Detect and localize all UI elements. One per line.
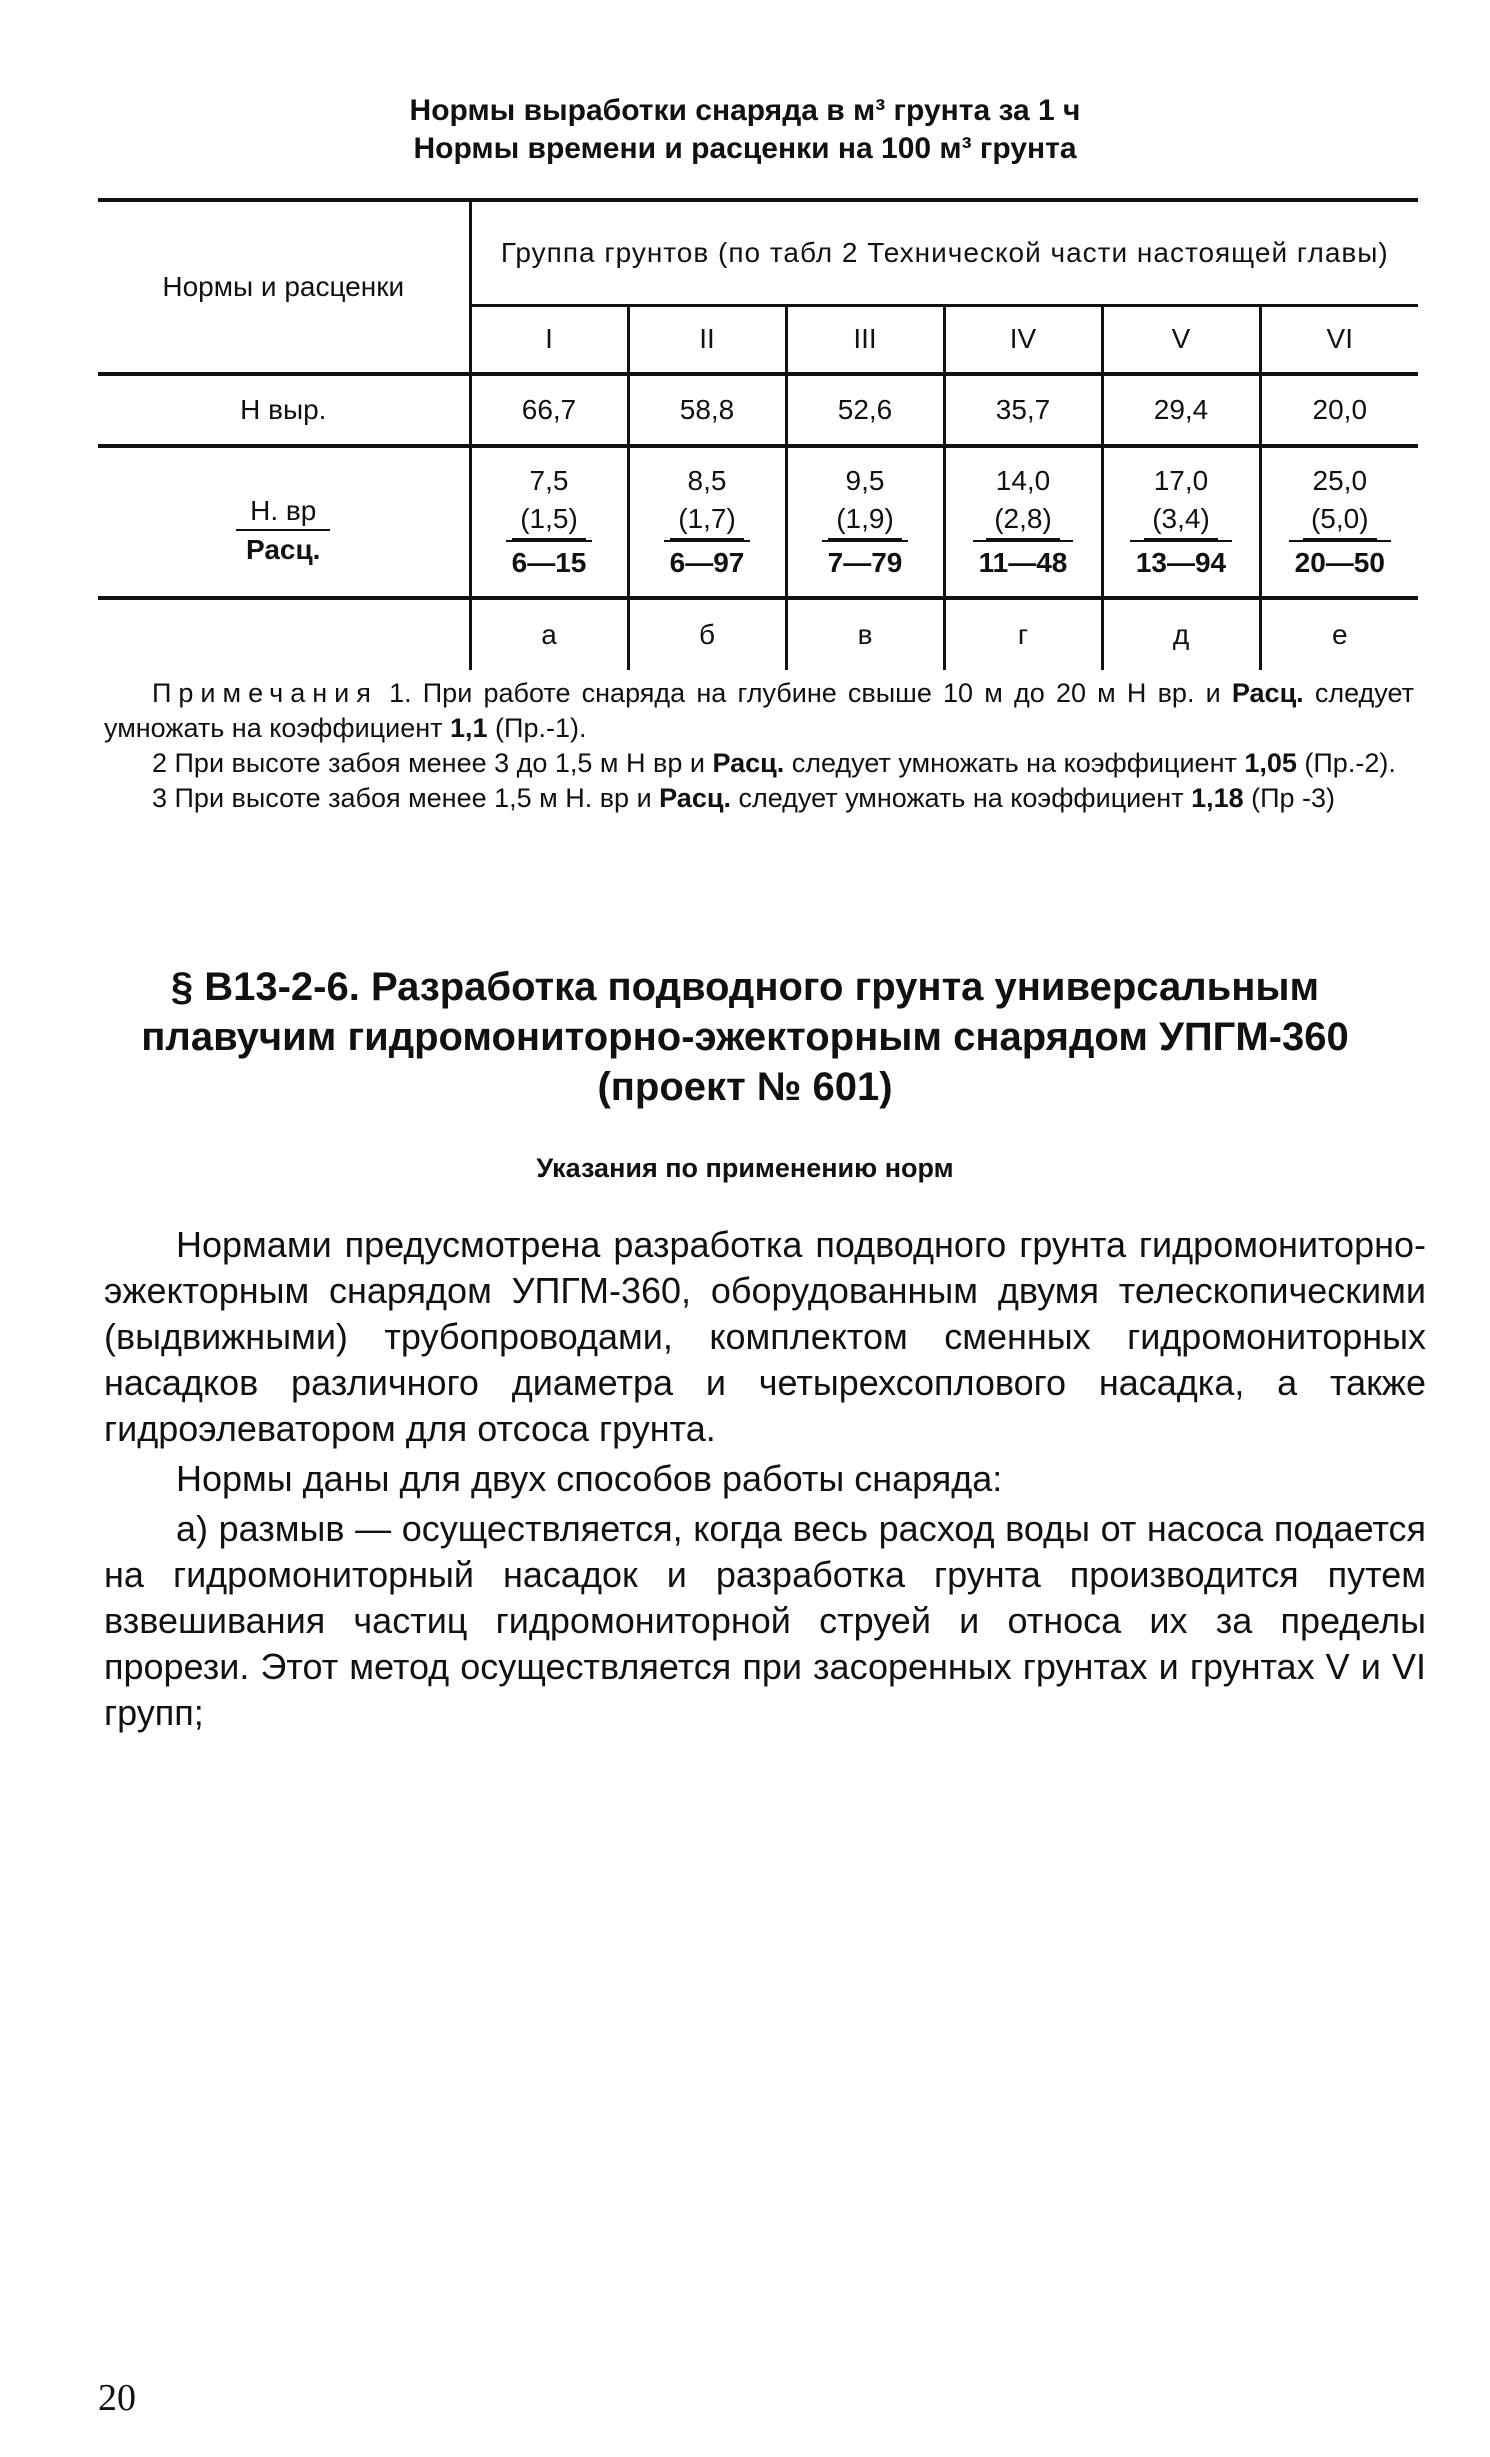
time-bracket: (1,7): [670, 500, 744, 540]
section-heading: [0, 962, 1490, 1112]
note-text: 2 При высоте забоя менее 3 до 1,5 м Н вр и: [152, 748, 713, 778]
time-value: 8,5: [687, 464, 727, 496]
table-cell: [786, 446, 944, 598]
table-row: [98, 446, 1418, 598]
column-letter: а: [470, 598, 628, 670]
col-header: IV: [944, 306, 1102, 374]
note-text: следует умножать на коэффициент: [730, 783, 1192, 813]
row-label-hvr: [98, 446, 470, 598]
time-bracket: (1,5): [512, 500, 586, 540]
column-letter: е: [1260, 598, 1418, 670]
note-text: следует умножать на коэффициент: [104, 678, 1414, 743]
time-bracket: (5,0): [1303, 500, 1377, 540]
table-cell: 58,8: [628, 374, 786, 446]
price-value: 6—97: [664, 540, 751, 584]
title-line-2: Нормы времени и расценки на 100 м³ грунта: [413, 132, 1077, 165]
table-cell: 20,0: [1260, 374, 1418, 446]
page-number: 20: [98, 2377, 136, 2419]
time-value: 25,0: [1312, 464, 1368, 496]
corner-header: Нормы и расценки: [98, 200, 470, 374]
section-line-1: § В13-2-6. Разработка подводного грунта универсальным: [170, 965, 1320, 1009]
time-value: 14,0: [995, 464, 1051, 496]
column-letter: д: [1102, 598, 1260, 670]
note-1: [104, 676, 1414, 746]
note-bold: 1,05: [1244, 748, 1297, 778]
group-header: Группа грунтов (по табл 2 Технической части настоящей главы): [470, 200, 1418, 306]
note-text: следует умножать на коэффициент: [784, 748, 1245, 778]
price-value: 7—79: [822, 540, 909, 584]
note-text: (Пр -3): [1243, 783, 1336, 813]
section-line-3: (проект № 601): [597, 1065, 893, 1109]
table-row: [98, 598, 1418, 670]
note-bold: 1,1: [450, 713, 488, 743]
note-2: [104, 746, 1414, 781]
table-cell: [470, 446, 628, 598]
note-text: (Пр.-1).: [487, 713, 587, 743]
price-value: 13—94: [1130, 540, 1232, 584]
row-label-hvyr: Н выр.: [98, 374, 470, 446]
title-line-1: Нормы выработки снаряда в м³ грунта за 1 ч: [409, 94, 1081, 127]
body-text: [104, 1222, 1426, 1740]
note-text: (Пр.-2).: [1296, 748, 1396, 778]
table-cell: [944, 446, 1102, 598]
time-bracket: (3,4): [1144, 500, 1218, 540]
norms-table: [98, 198, 1418, 670]
note-text: 1. При работе снаряда на глубине свыше 10 м до 20 м Н вр. и: [377, 678, 1232, 708]
table-row: [98, 374, 1418, 446]
column-letter: г: [944, 598, 1102, 670]
paragraph: Нормы даны для двух способов работы снаряда:: [176, 1458, 1003, 1499]
time-value: 9,5: [845, 464, 885, 496]
note-bold: Расц.: [1231, 678, 1304, 708]
empty-cell: [98, 598, 470, 670]
table-cell: [1102, 446, 1260, 598]
time-bracket: (2,8): [986, 500, 1060, 540]
price-value: 6—15: [506, 540, 593, 584]
table-title: [0, 92, 1490, 168]
table-notes: [104, 676, 1414, 816]
table-cell: 29,4: [1102, 374, 1260, 446]
col-header: I: [470, 306, 628, 374]
col-header: VI: [1260, 306, 1418, 374]
paragraph: а) размыв — осуществляется, когда весь расход воды от насоса подается на гидромониторный насадок и разработка грунта производится путем взвешивания частиц гидромониторной струей и относа их за пределы прорези. Этот метод осуществляется при засоренных грунтах и грунтах V и VI групп;: [104, 1508, 1426, 1733]
column-letter: в: [786, 598, 944, 670]
notes-heading: Примечания: [152, 678, 378, 708]
price-value: 20—50: [1289, 540, 1391, 584]
table-cell: 52,6: [786, 374, 944, 446]
note-bold: Расц.: [659, 783, 731, 813]
time-value: 7,5: [529, 464, 569, 496]
price-value: 11—48: [973, 540, 1074, 584]
table-cell: [628, 446, 786, 598]
table-cell: 35,7: [944, 374, 1102, 446]
label-rasc: Расц.: [246, 533, 321, 565]
paragraph: Нормами предусмотрена разработка подводного грунта гидромониторно-эжекторным снарядом УПГМ-360, оборудованным двумя телескопическими (выдвижными) трубопроводами, комплектом сменных гидромониторных насадков различного диаметра и четырехсоплового насадка, а также гидроэлеватором для отсоса грунта.: [104, 1224, 1426, 1449]
note-bold: 1,18: [1191, 783, 1244, 813]
col-header: II: [628, 306, 786, 374]
table-cell: [1260, 446, 1418, 598]
column-letter: б: [628, 598, 786, 670]
note-text: 3 При высоте забоя менее 1,5 м Н. вр и: [152, 783, 660, 813]
col-header: III: [786, 306, 944, 374]
time-bracket: (1,9): [828, 500, 902, 540]
note-bold: Расц.: [712, 748, 785, 778]
label-hvr: Н. вр: [236, 493, 330, 531]
note-3: [104, 781, 1414, 816]
subheading: Указания по применению норм: [536, 1153, 954, 1183]
table-cell: 66,7: [470, 374, 628, 446]
col-header: V: [1102, 306, 1260, 374]
section-line-2: плавучим гидромониторно-эжекторным снарядом УПГМ-360: [141, 1015, 1349, 1059]
time-value: 17,0: [1153, 464, 1209, 496]
